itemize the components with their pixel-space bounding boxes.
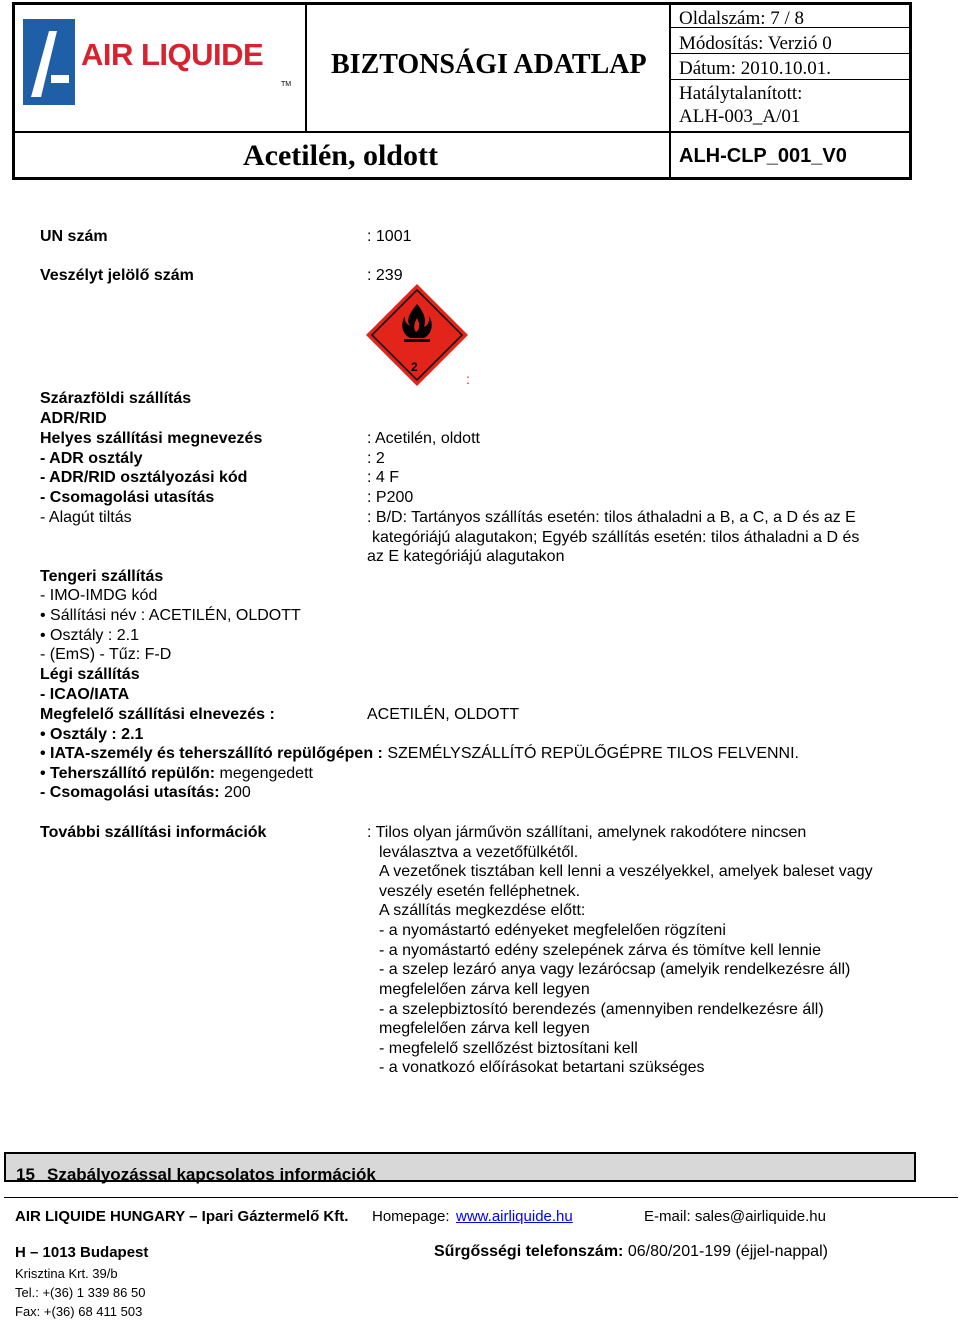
footer-homepage-link[interactable]: www.airliquide.hu [456, 1208, 573, 1225]
air-packing-value: 200 [219, 784, 251, 801]
further-info-line: - a nyomástartó edény szelepének zárva és tömítve kell lennie [379, 942, 822, 959]
air-shipping-name-label: Megfelelő szállítási elnevezés : [40, 706, 275, 723]
packing-instruction-label: - Csomagolási utasítás [40, 489, 215, 506]
further-info-line: - a szelepbiztosító berendezés (amennyiben rendelkezésre áll) [379, 1001, 824, 1018]
footer-tel: Tel.: +(36) 1 339 86 50 [15, 1285, 146, 1300]
passenger-cargo-label: • IATA-személy és teherszállító repülőgépen : [40, 745, 383, 762]
document-code: ALH-CLP_001_V0 [679, 145, 847, 167]
date: Dátum: 2010.10.01. [679, 58, 831, 79]
cargo-aircraft-line [40, 765, 313, 783]
land-transport-title: Szárazföldi szállítás [40, 390, 192, 407]
further-info-line: A vezetőnek tisztában kell lenni a veszélyekkel, amelyek baleset vagy [379, 863, 873, 880]
un-number-value: : 1001 [367, 228, 412, 245]
logo-text: AIR LIQUIDE [81, 37, 264, 72]
adr-rid-heading: ADR/RID [40, 410, 107, 427]
footer-email: E-mail: sales@airliquide.hu [644, 1208, 826, 1225]
revision: Módosítás: Verzió 0 [679, 33, 832, 54]
icao-iata-heading: - ICAO/IATA [40, 686, 130, 703]
page-number: Oldalszám: 7 / 8 [679, 8, 805, 29]
company-logo [23, 19, 293, 105]
header-divider [15, 131, 909, 133]
tunnel-restriction-label: - Alagút tiltás [40, 509, 132, 526]
passenger-cargo-value: SZEMÉLYSZÁLLÍTÓ REPÜLŐGÉPRE TILOS FELVENNI. [382, 745, 799, 762]
flammable-gas-pictogram [364, 282, 470, 388]
tunnel-restriction-line: : B/D: Tartányos szállítás esetén: tilos áthaladni a B, a C, a D és az E [367, 509, 856, 526]
air-packing-line [40, 784, 251, 802]
section-title: Szabályozással kapcsolatos információk [47, 1165, 376, 1184]
further-info-line: megfelelően zárva kell legyen [379, 1020, 590, 1037]
air-transport-title: Légi szállítás [40, 666, 140, 683]
further-info-line: leválasztva a vezetőfülkétől. [379, 844, 579, 861]
supersedes-value: ALH-003_A/01 [679, 106, 801, 127]
footer-homepage-label: Homepage: [372, 1208, 450, 1225]
further-info-line: - a szelep lezáró anya vagy lezárócsap (amelyik rendelkezésre áll) [379, 961, 851, 978]
logo-trademark: TM [281, 81, 292, 88]
sea-shipping-name: • Sállítási név : ACETILÉN, OLDOTT [40, 607, 301, 624]
logo-mark-icon [23, 19, 75, 105]
document-header [12, 2, 912, 180]
further-info-label: További szállítási információk [40, 824, 267, 841]
footer-emergency [434, 1243, 828, 1261]
hazard-number-value: : 239 [367, 267, 403, 284]
header-divider [669, 5, 671, 177]
pictogram-colon: : [466, 371, 470, 387]
section-number: 15 [16, 1165, 35, 1184]
air-shipping-name-value: ACETILÉN, OLDOTT [367, 706, 520, 723]
emergency-number: 06/80/201-199 (éjjel-nappal) [623, 1243, 828, 1260]
product-name: Acetilén, oldott [243, 139, 438, 172]
air-class: • Osztály : 2.1 [40, 726, 144, 743]
cargo-aircraft-value: megengedett [215, 765, 313, 782]
hazard-number-label: Veszélyt jelölő szám [40, 267, 194, 284]
cargo-aircraft-label: • Teherszállító repülőn: [40, 765, 216, 782]
emergency-label: Sűrgősségi telefonszám: [434, 1243, 624, 1260]
adr-class-label: - ADR osztály [40, 450, 143, 467]
classification-code-value: : 4 F [367, 469, 400, 486]
adr-class-value: : 2 [367, 450, 385, 467]
header-divider [305, 5, 307, 133]
footer-city: H – 1013 Budapest [15, 1244, 149, 1261]
further-info-line: megfelelően zárva kell legyen [379, 981, 590, 998]
tunnel-restriction-line: az E kategóriájú alagutakon [367, 548, 565, 565]
sea-class: • Osztály : 2.1 [40, 627, 139, 644]
passenger-cargo-line [40, 745, 799, 763]
section-15-heading [4, 1152, 916, 1182]
further-info-line: - megfelelő szellőzést biztosítani kell [379, 1040, 638, 1057]
footer-company: AIR LIQUIDE HUNGARY – Ipari Gáztermelő Kft. [15, 1208, 349, 1225]
ems-code: - (EmS) - Tűz: F-D [40, 646, 172, 663]
document-type: BIZTONSÁGI ADATLAP [331, 49, 647, 80]
further-info-line: A szállítás megkezdése előtt: [379, 902, 586, 919]
further-info-line: - a nyomástartó edényeket megfelelően rögzíteni [379, 922, 726, 939]
footer-street: Krisztina Krt. 39/b [15, 1266, 118, 1281]
sea-transport-title: Tengeri szállítás [40, 568, 164, 585]
classification-code-label: - ADR/RID osztályozási kód [40, 469, 248, 486]
un-number-label: UN szám [40, 228, 108, 245]
tunnel-restriction-line: kategóriájú alagutakon; Egyéb szállítás esetén: tilos áthaladni a D és [372, 529, 860, 546]
imo-imdg-heading: - IMO-IMDG kód [40, 587, 158, 604]
air-packing-label: - Csomagolási utasítás: [40, 784, 220, 801]
footer-divider [4, 1197, 958, 1198]
footer-fax: Fax: +(36) 68 411 503 [15, 1304, 143, 1319]
shipping-name-value: : Acetilén, oldott [367, 430, 480, 447]
supersedes-label: Hatálytalanított: [679, 83, 803, 104]
shipping-name-label: Helyes szállítási megnevezés [40, 430, 263, 447]
further-info-line: - a vonatkozó előírásokat betartani szükséges [379, 1059, 705, 1076]
class-number: 2 [411, 360, 418, 374]
further-info-line: veszély esetén felléphetnek. [379, 883, 581, 900]
packing-instruction-value: : P200 [367, 489, 414, 506]
further-info-line: : Tilos olyan járművön szállítani, amelynek rakodótere nincsen [367, 824, 807, 841]
